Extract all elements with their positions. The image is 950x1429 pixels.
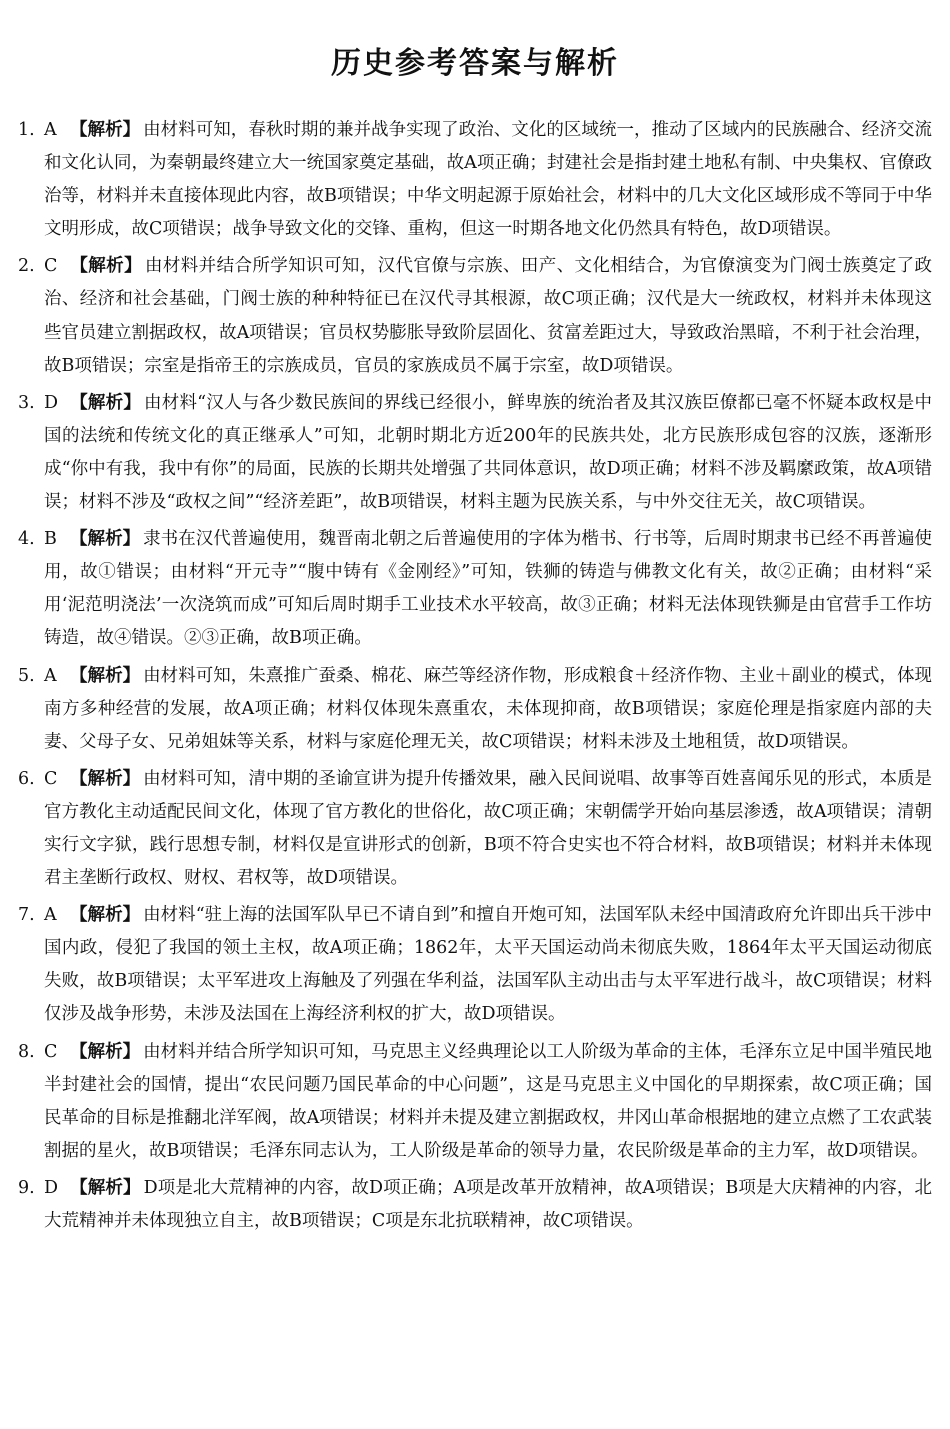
item-answer: B [44,529,57,550]
item-number: 6. [18,768,35,789]
item-body [44,763,932,895]
item-number: 7. [18,905,35,926]
answer-item-1 [18,114,932,246]
item-number: 8. [18,1041,35,1062]
item-explanation: 由材料“汉人与各少数民族间的界线已经很小，鲜卑族的统治者及其汉族臣僚都已毫不怀疑本政权是中国的法统和传统文化的真正继承人”可知，北朝时期北方近200年的民族共处，北方民族形成包容的汉族，逐渐形成“你中有我，我中有你”的局面，民族的长期共处增强了共同体意识，故D项正确；材料不涉及羁縻政策，故A项错误；材料不涉及“政权之间”“经济差距”，故B项错误，材料主题为民族关系，与中外交往无关，故C项错误。 [44,392,932,513]
item-number: 4. [18,529,35,550]
answer-item-9 [18,1172,932,1238]
item-explanation: 由材料可知，春秋时期的兼并战争实现了政治、文化的区域统一，推动了区域内的民族融合、经济交流和文化认同，为秦朝最终建立大一统国家奠定基础，故A项正确；封建社会是指封建土地私有制、中央集权、官僚政治等，材料并未直接体现此内容，故B项错误；中华文明起源于原始社会，材料中的几大文化区域形成不等同于中华文明形成，故C项错误；战争导致文化的交锋、重构，但这一时期各地文化仍然具有特色，故D项错误。 [44,120,932,240]
item-explanation: 由材料可知，朱熹推广蚕桑、棉花、麻苎等经济作物，形成粮食＋经济作物、主业＋副业的模式，体现南方多种经营的发展，故A项正确；材料仅体现朱熹重农，未体现抑商，故B项错误；家庭伦理是指家庭内部的夫妻、父母子女、兄弟姐妹等关系，材料与家庭伦理无关，故C项错误；材料未涉及土地租赁，故D项错误。 [44,665,932,752]
item-answer: D [44,1177,59,1198]
item-body [44,250,932,382]
item-explanation: D项是北大荒精神的内容，故D项正确；A项是改革开放精神，故A项错误；B项是大庆精神的内容，北大荒精神并未体现独立自主，故B项错误；C项是东北抗联精神，故C项错误。 [44,1177,933,1231]
item-explanation: 由材料并结合所学知识可知，马克思主义经典理论以工人阶级为革命的主体，毛泽东立足中国半殖民地半封建社会的国情，提出“农民问题乃国民革命的中心问题”，这是马克思主义中国化的早期探索，故C项正确；国民革命的目标是推翻北洋军阀，故A项错误；材料并未提及建立割据政权，井冈山革命根据地的建立点燃了工农武装割据的星火，故B项错误；毛泽东同志认为，工人阶级是革命的领导力量，农民阶级是革命的主力军，故D项错误。 [44,1041,932,1161]
item-body [44,1172,932,1238]
analysis-tag: 【解析】 [70,120,141,140]
item-number: 5. [18,665,35,686]
item-number: 1. [18,120,35,140]
answer-item-8 [18,1036,932,1168]
answer-list [18,114,932,1238]
answer-item-4 [18,523,932,655]
answer-item-5 [18,660,932,759]
item-answer: D [44,392,59,413]
item-body [44,114,932,246]
analysis-tag: 【解析】 [70,1041,141,1062]
page-title: 历史参考答案与解析 [331,46,619,81]
item-answer: A [44,665,57,686]
item-body [44,660,932,759]
answer-item-7 [18,899,932,1031]
item-answer: C [44,768,58,789]
analysis-tag: 【解析】 [70,392,142,413]
item-explanation: 由材料可知，清中期的圣谕宣讲为提升传播效果，融入民间说唱、故事等百姓喜闻乐见的形式，本质是官方教化主动适配民间文化，体现了官方教化的世俗化，故C项正确；宋朝儒学开始向基层渗透，故A项错误；清朝实行文字狱，践行思想专制，材料仅是宣讲形式的创新，B项不符合史实也不符合材料，故B项错误；材料并未体现君主垄断行政权、财权、君权等，故D项错误。 [44,768,932,889]
answer-item-2 [18,250,932,382]
item-body [44,387,932,519]
answer-item-3 [18,387,932,519]
item-number: 2. [18,256,35,277]
item-answer: C [44,256,58,277]
analysis-tag: 【解析】 [70,905,141,926]
answer-item-6 [18,763,932,895]
analysis-tag: 【解析】 [70,1177,141,1198]
item-answer: A [44,120,57,140]
item-body [44,523,932,655]
item-number: 3. [18,392,35,413]
analysis-tag: 【解析】 [70,256,142,277]
item-answer: A [44,905,57,926]
analysis-tag: 【解析】 [70,665,141,686]
item-explanation: 隶书在汉代普遍使用，魏晋南北朝之后普遍使用的字体为楷书、行书等，后周时期隶书已经不再普遍使用，故①错误；由材料“开元寺”“腹中铸有《金刚经》”可知，铁狮的铸造与佛教文化有关，故②正确；由材料“采用‘泥范明浇法’一次浇筑而成”可知后周时期手工业技术水平较高，故③正确；材料无法体现铁狮是由官营手工作坊铸造，故④错误。②③正确，故B项正确。 [44,529,932,649]
item-answer: C [44,1041,58,1062]
item-body [44,1036,932,1168]
analysis-tag: 【解析】 [70,768,141,789]
item-body [44,899,932,1031]
item-number: 9. [18,1177,35,1198]
analysis-tag: 【解析】 [70,529,141,550]
item-explanation: 由材料“驻上海的法国军队早已不请自到”和擅自开炮可知，法国军队未经中国清政府允许即出兵干涉中国内政，侵犯了我国的领土主权，故A项正确；1862年，太平天国运动尚未彻底失败，1864年太平天国运动彻底失败，故B项错误；太平军进攻上海触及了列强在华利益，法国军队主动出击与太平军进行战斗，故C项错误；材料仅涉及战争形势，未涉及法国在上海经济利权的扩大，故D项错误。 [44,905,933,1025]
item-explanation: 由材料并结合所学知识可知，汉代官僚与宗族、田产、文化相结合，为官僚演变为门阀士族奠定了政治、经济和社会基础，门阀士族的种种特征已在汉代寻其根源，故C项正确；汉代是大一统政权，材料并未体现这些官员建立割据政权，故A项错误；官员权势膨胀导致阶层固化、贫富差距过大，导致政治黑暗，不利于社会治理，故B项错误；宗室是指帝王的宗族成员，官员的家族成员不属于宗室，故D项错误。 [44,256,933,376]
